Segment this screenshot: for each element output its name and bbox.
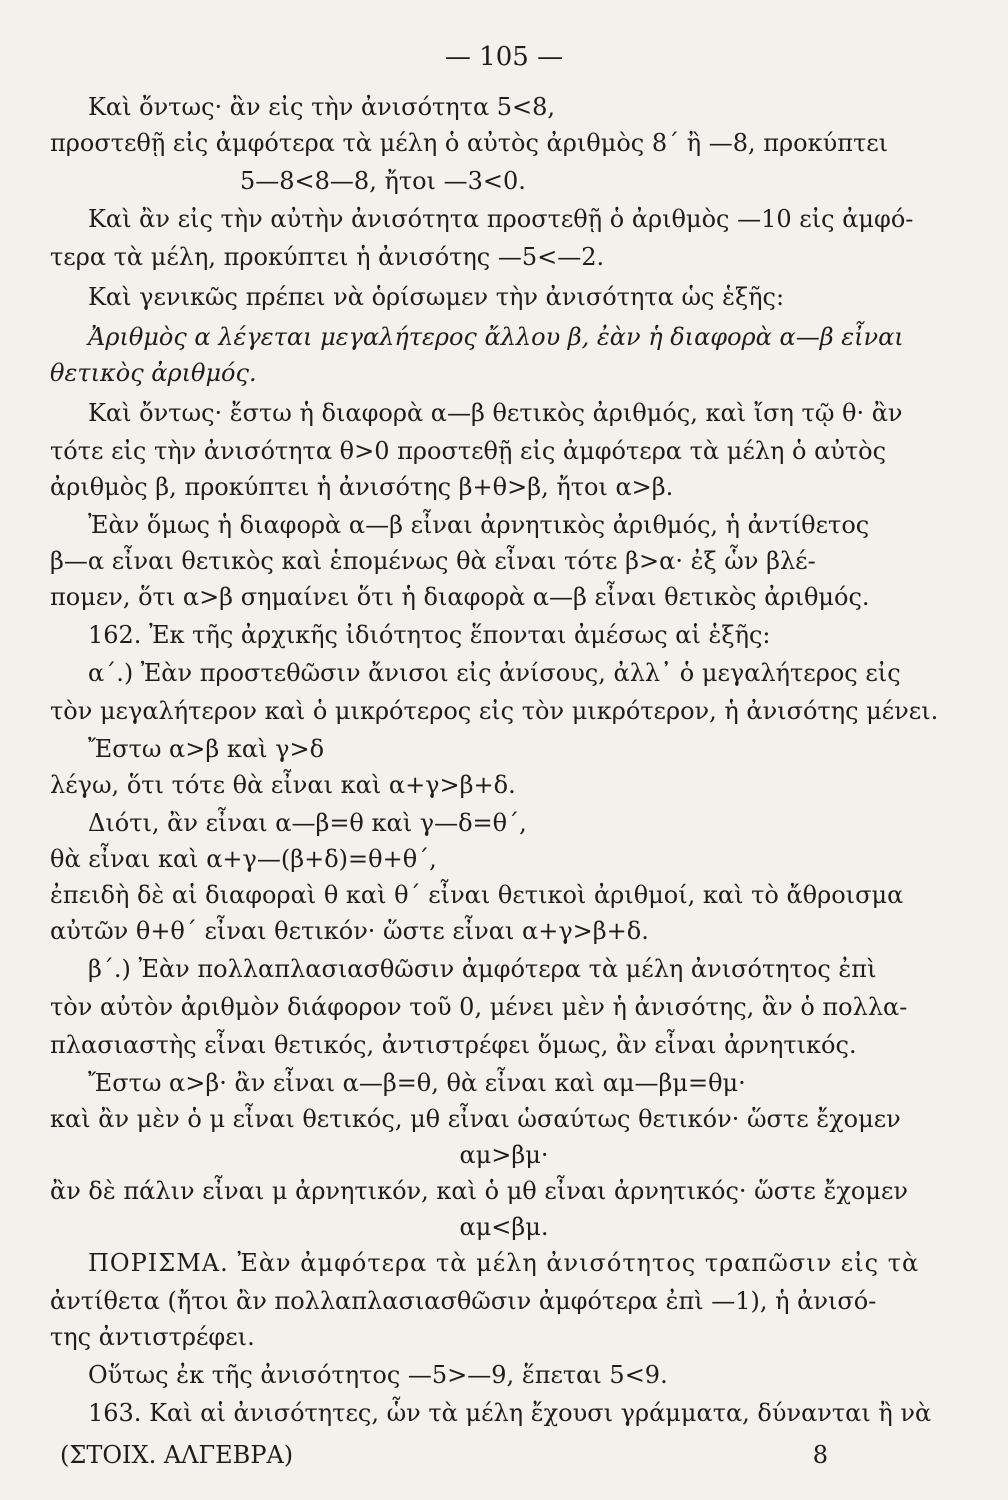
text-line: τὸν αὐτὸν ἀριθμὸν διάφορον τοῦ 0, μένει μὲν ἡ ἀνισότης, ἂν ὁ πολλα- bbox=[50, 993, 908, 1021]
definition-line: θετικὸς ἀριθμός. bbox=[50, 359, 257, 387]
text-line: ἀριθμὸς β, προκύπτει ἡ ἀνισότης β+θ>β, ἤτοι α>β. bbox=[50, 473, 674, 501]
text-line: Καὶ ἂν εἰς τὴν αὐτὴν ἀνισότητα προστεθῇ ὁ ἀριθμὸς —10 εἰς ἀμφό- bbox=[88, 205, 914, 233]
text-line: ἀντίθετα (ἤτοι ἂν πολλαπλασιασθῶσιν ἀμφότερα ἐπὶ —1), ἡ ἀνισό- bbox=[50, 1287, 877, 1315]
page-number: — 105 — bbox=[444, 42, 564, 72]
text-line: της ἀντιστρέφει. bbox=[50, 1323, 255, 1351]
text-line: πλασιαστὴς εἶναι θετικός, ἀντιστρέφει ὅμως, ἂν εἶναι ἀρνητικός. bbox=[50, 1031, 857, 1059]
text-line: πομεν, ὅτι α>β σημαίνει ὅτι ἡ διαφορὰ α—β εἶναι θετικὸς ἀριθμός. bbox=[50, 583, 870, 611]
text-line: Ἔστω α>β· ἂν εἶναι α—β=θ, θὰ εἶναι καὶ αμ—βμ=θμ· bbox=[88, 1069, 746, 1097]
footer-sheet-number: 8 bbox=[812, 1441, 828, 1469]
text-line: αὐτῶν θ+θ΄ εἶναι θετικόν· ὥστε εἶναι α+γ>β+δ. bbox=[50, 917, 649, 945]
footer-signature: (ΣΤΟΙΧ. ΑΛΓΕΒΡΑ) bbox=[60, 1441, 294, 1469]
text-line: Διότι, ἂν εἶναι α—β=θ καὶ γ—δ=θ΄, bbox=[88, 809, 527, 837]
text-line: ἐπειδὴ δὲ αἱ διαφοραὶ θ καὶ θ΄ εἶναι θετικοὶ ἀριθμοί, καὶ τὸ ἄθροισμα bbox=[50, 881, 904, 909]
equation-line: αμ<βμ. bbox=[459, 1213, 549, 1241]
text-line: λέγω, ὅτι τότε θὰ εἶναι καὶ α+γ>β+δ. bbox=[50, 771, 516, 799]
text-line: τότε εἰς τὴν ἀνισότητα θ>0 προστεθῇ εἰς ἀμφότερα τὰ μέλη ὁ αὐτὸς bbox=[50, 437, 887, 465]
text-line: τερα τὰ μέλη, προκύπτει ἡ ἀνισότης —5<—2. bbox=[50, 243, 605, 271]
text-line: καὶ ἂν μὲν ὁ μ εἶναι θετικός, μθ εἶναι ὡσαύτως θετικόν· ὥστε ἔχομεν bbox=[50, 1105, 901, 1133]
text-line: Καὶ γενικῶς πρέπει νὰ ὁρίσωμεν τὴν ἀνισότητα ὡς ἑξῆς: bbox=[88, 283, 785, 311]
text-line: Οὕτως ἐκ τῆς ἀνισότητος —5>—9, ἕπεται 5<9. bbox=[88, 1361, 668, 1389]
text-line: Καὶ ὄντως· ἔστω ἡ διαφορὰ α—β θετικὸς ἀριθμός, καὶ ἴση τῷ θ· ἂν bbox=[88, 399, 903, 427]
section-162-heading: 162. Ἐκ τῆς ἀρχικῆς ἰδιότητος ἕπονται ἀμέσως αἱ ἑξῆς: bbox=[88, 621, 771, 649]
equation-line: 5—8<8—8, ἤτοι —3<0. bbox=[240, 167, 526, 195]
text-line: Ἐὰν ὅμως ἡ διαφορὰ α—β εἶναι ἀρνητικὸς ἀριθμός, ἡ ἀντίθετος bbox=[88, 511, 870, 539]
text-line: ἂν δὲ πάλιν εἶναι μ ἀρνητικόν, καὶ ὁ μθ εἶναι ἀρνητικός· ὥστε ἔχομεν bbox=[50, 1177, 908, 1205]
text-line: προστεθῇ εἰς ἀμφότερα τὰ μέλη ὁ αὐτὸς ἀριθμὸς 8΄ ἢ —8, προκύπτει bbox=[50, 129, 889, 157]
equation-line: αμ>βμ· bbox=[459, 1141, 549, 1169]
text-line: Καὶ ὄντως· ἂν εἰς τὴν ἀνισότητα 5<8, bbox=[88, 93, 556, 121]
text-line: τὸν μεγαλήτερον καὶ ὁ μικρότερος εἰς τὸν μικρότερον, ἡ ἀνισότης μένει. bbox=[50, 697, 939, 725]
text-line: α΄.) Ἐὰν προστεθῶσιν ἄνισοι εἰς ἀνίσους, ἀλλ᾽ ὁ μεγαλήτερος εἰς bbox=[88, 659, 901, 687]
definition-line: Ἀριθμὸς α λέγεται μεγαλήτερος ἄλλου β, ἐὰν ἡ διαφορὰ α—β εἶναι bbox=[88, 323, 904, 351]
section-163-heading: 163. Καὶ αἱ ἀνισότητες, ὧν τὰ μέλη ἔχουσι γράμματα, δύνανται ἢ νὰ bbox=[88, 1399, 932, 1427]
corollary-heading: ΠΟΡΙΣΜΑ. Ἐὰν ἀμφότερα τὰ μέλη ἀνισότητος τραπῶσιν εἰς τὰ bbox=[88, 1249, 920, 1277]
equation-line: Ἔστω α>β καὶ γ>δ bbox=[88, 735, 325, 763]
text-line: β—α εἶναι θετικὸς καὶ ἑπομένως θὰ εἶναι τότε β>α· ἐξ ὧν βλέ- bbox=[50, 547, 816, 575]
equation-line: θὰ εἶναι καὶ α+γ—(β+δ)=θ+θ΄, bbox=[50, 845, 437, 873]
text-line: β΄.) Ἐὰν πολλαπλασιασθῶσιν ἀμφότερα τὰ μέλη ἀνισότητος ἐπὶ bbox=[88, 955, 877, 983]
